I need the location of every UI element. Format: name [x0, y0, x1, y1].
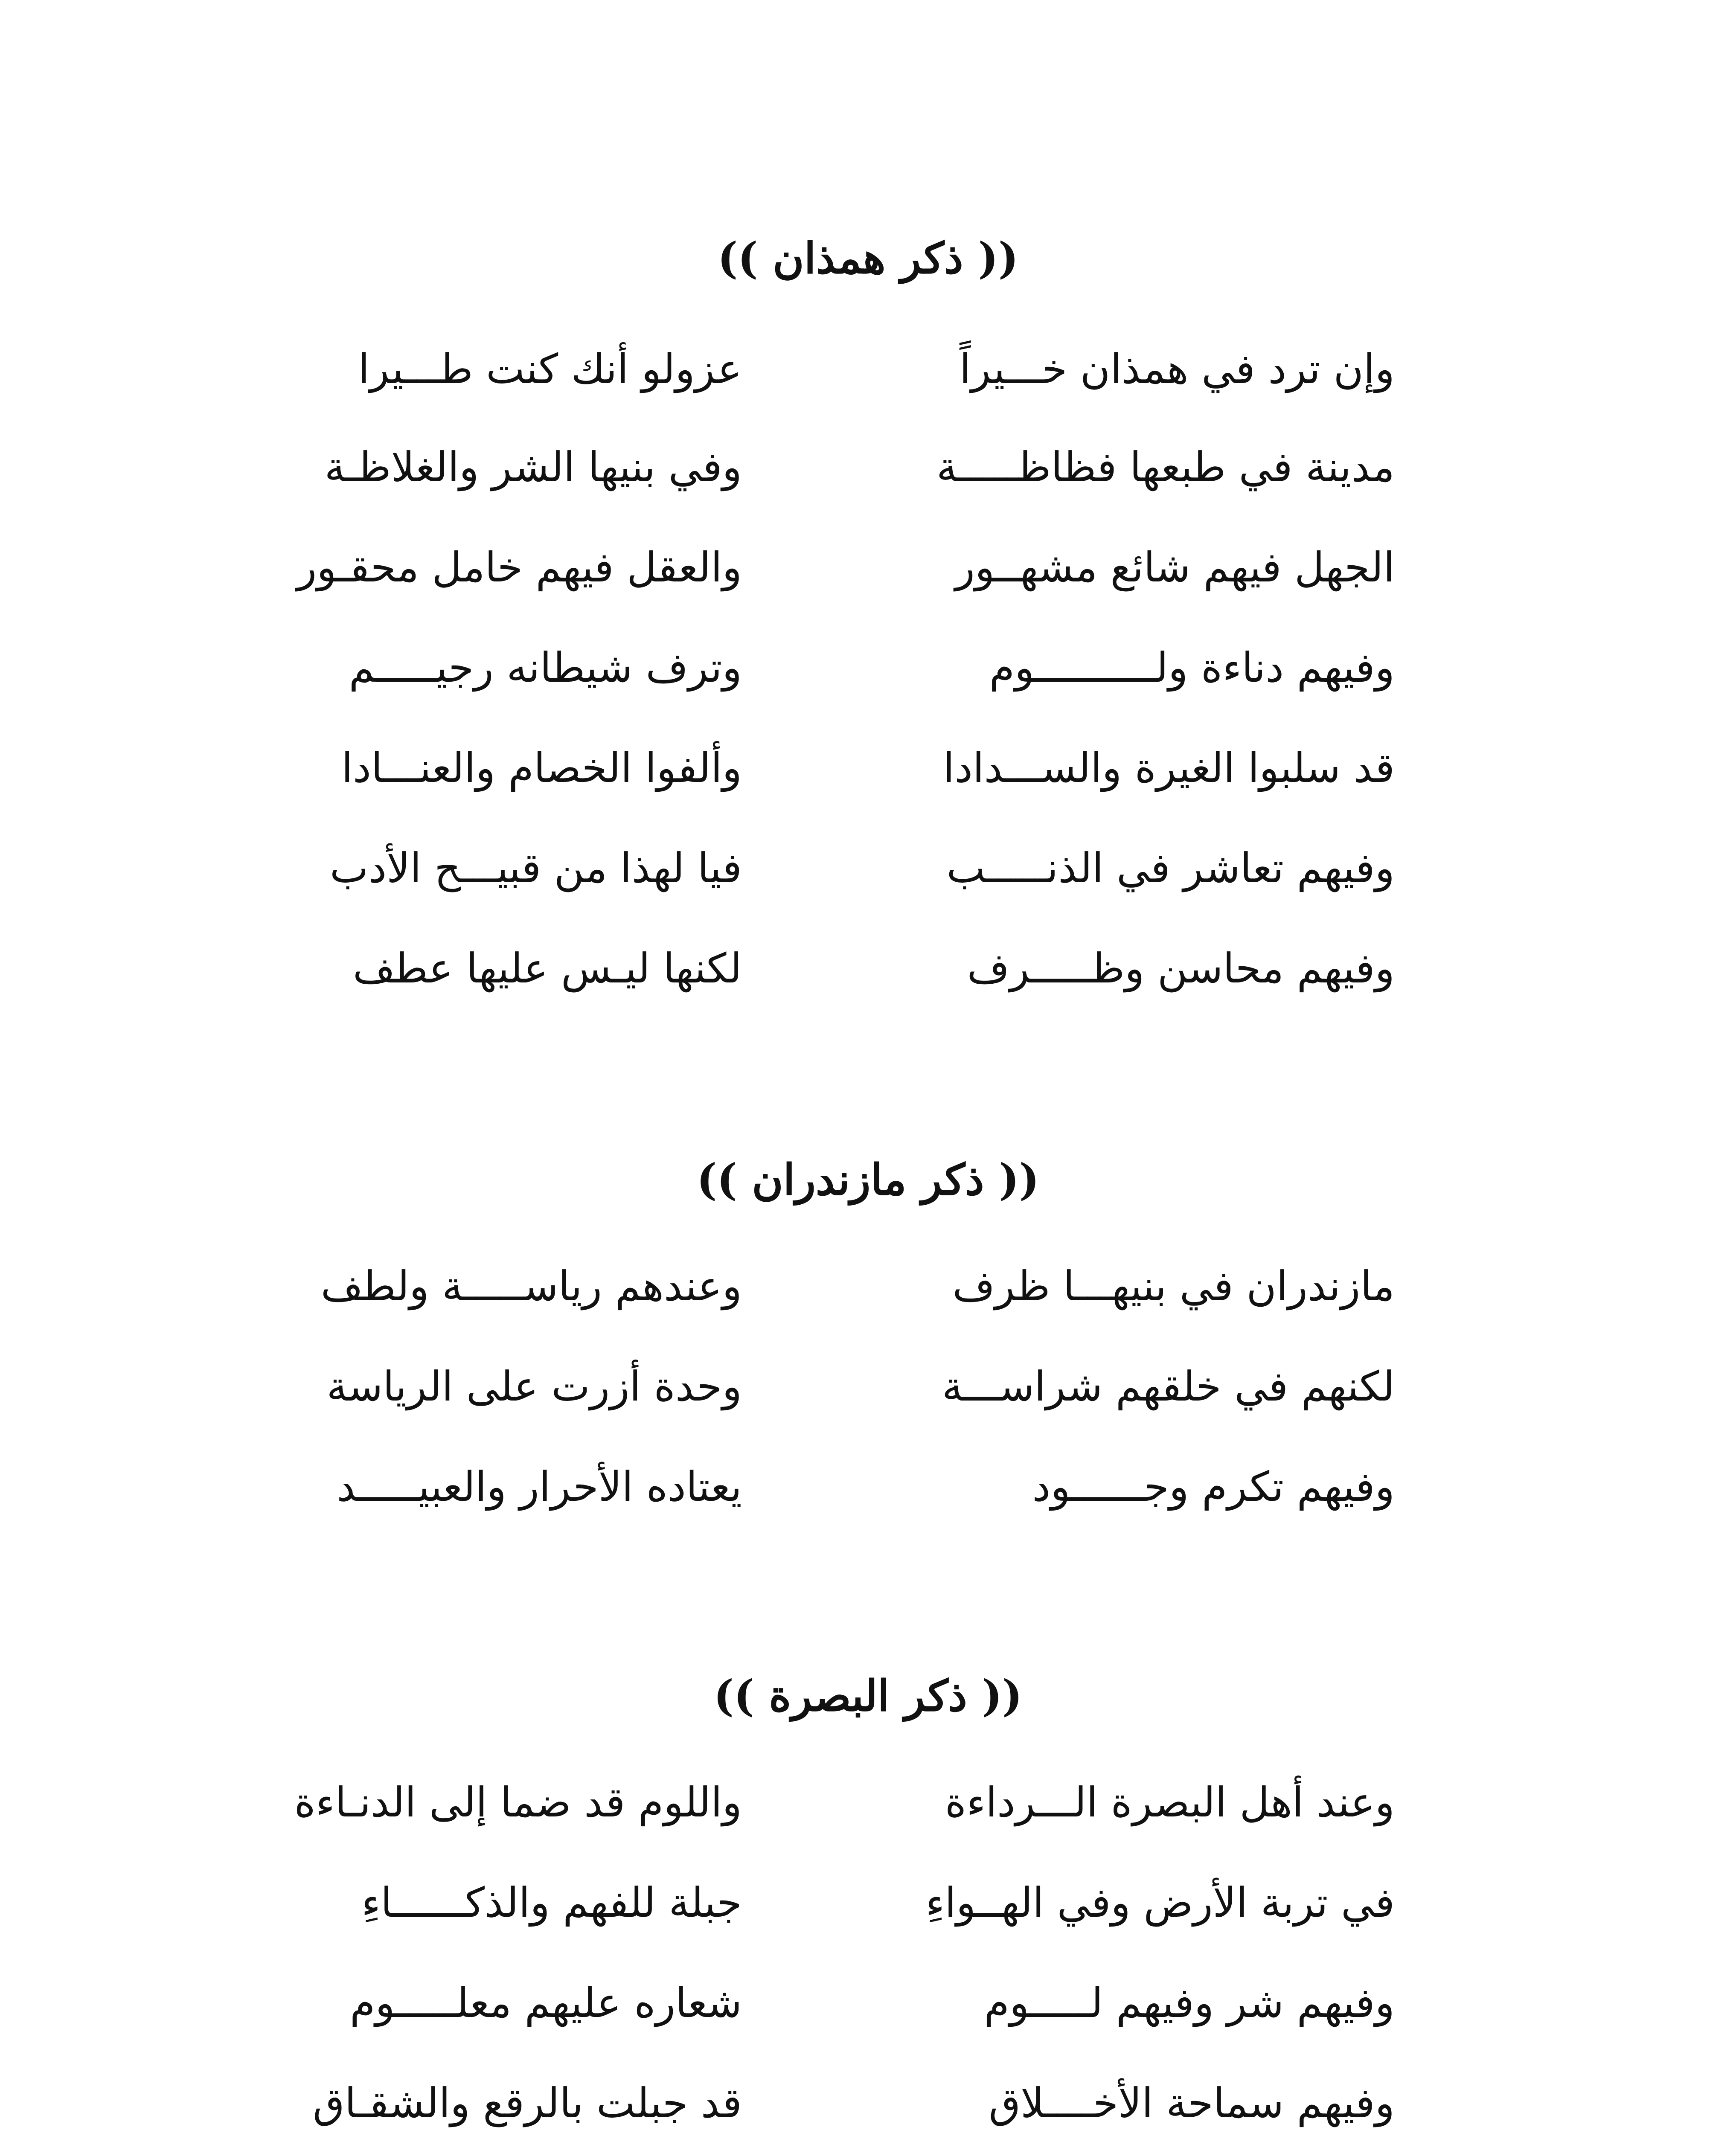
verse-line: [0, 1971, 1736, 2035]
first-hemistich: وعند أهل البصرة الـــرداءة: [945, 1778, 1395, 1826]
first-hemistich: في تربة الأرض وفي الهــواءِ: [925, 1879, 1395, 1927]
first-hemistich: مدينة في طبعها فظاظـــــة: [936, 443, 1395, 491]
first-hemistich: وفيهم دناءة ولــــــــــوم: [989, 644, 1395, 692]
second-hemistich: وعندهم رياســـــة ولطف: [320, 1262, 742, 1310]
verse-line: [0, 936, 1736, 1000]
verse-line: [0, 1354, 1736, 1418]
verse-line: [0, 1770, 1736, 1834]
second-hemistich: وفي بنيها الشر والغلاظـة: [324, 443, 742, 491]
first-hemistich: وفيهم سماحة الأخــــلاق: [989, 2079, 1395, 2127]
verse-line: [0, 1254, 1736, 1318]
verse-line: [0, 535, 1736, 599]
verse-line: [0, 836, 1736, 900]
first-hemistich: وفيهم محاسن وظـــــرف: [967, 944, 1395, 992]
verse-line: [0, 1871, 1736, 1935]
second-hemistich: قد جبلت بالرقع والشقـاق: [313, 2079, 742, 2127]
verse-line: [0, 2071, 1736, 2133]
second-hemistich: وترف شيطانه رجيـــــم: [349, 644, 742, 692]
section-heading-hamadan: (( ذكر همذان )): [717, 233, 1019, 283]
first-hemistich: مازندران في بنيهـــا ظرف: [952, 1262, 1395, 1310]
second-hemistich: لكنها ليـس عليها عطف: [353, 944, 742, 992]
second-hemistich: وحدة أزرت على الرياسة: [326, 1363, 742, 1410]
verse-line: [0, 337, 1736, 401]
first-hemistich: وفيهم تكرم وجــــــود: [1032, 1463, 1395, 1511]
second-hemistich: يعتاده الأحرار والعبيـــــد: [337, 1463, 742, 1511]
first-hemistich: وفيهم شر وفيهم لـــــوم: [984, 1979, 1395, 2027]
second-hemistich: عزولو أنك كنت طـــيرا: [358, 345, 742, 393]
first-hemistich: وإن ترد في همذان خـــيراً: [960, 345, 1395, 393]
verse-line: [0, 736, 1736, 800]
first-hemistich: الجهل فيهم شائع مشهــور: [955, 543, 1395, 591]
section-heading-mazandaran: (( ذكر مازندران )): [696, 1154, 1040, 1205]
first-hemistich: لكنهم في خلقهم شراســـة: [942, 1363, 1395, 1410]
second-hemistich: فيا لهذا من قبيـــح الأدب: [330, 844, 742, 892]
second-hemistich: جبلة للفهم والذكــــــاءِ: [361, 1879, 742, 1927]
second-hemistich: وألفوا الخصام والعنـــادا: [341, 744, 742, 792]
section-heading-basra: (( ذكر البصرة )): [713, 1671, 1023, 1721]
second-hemistich: والعقل فيهم خامل محقـور: [297, 543, 742, 591]
first-hemistich: قد سلبوا الغيرة والســـدادا: [943, 744, 1395, 792]
first-hemistich: وفيهم تعاشر في الذنـــــب: [946, 844, 1395, 892]
second-hemistich: واللوم قد ضما إلى الدنـاءة: [294, 1778, 742, 1826]
verse-line: [0, 1455, 1736, 1519]
second-hemistich: شعاره عليهم معلـــــوم: [349, 1979, 742, 2027]
verse-line: [0, 636, 1736, 700]
verse-line: [0, 435, 1736, 499]
